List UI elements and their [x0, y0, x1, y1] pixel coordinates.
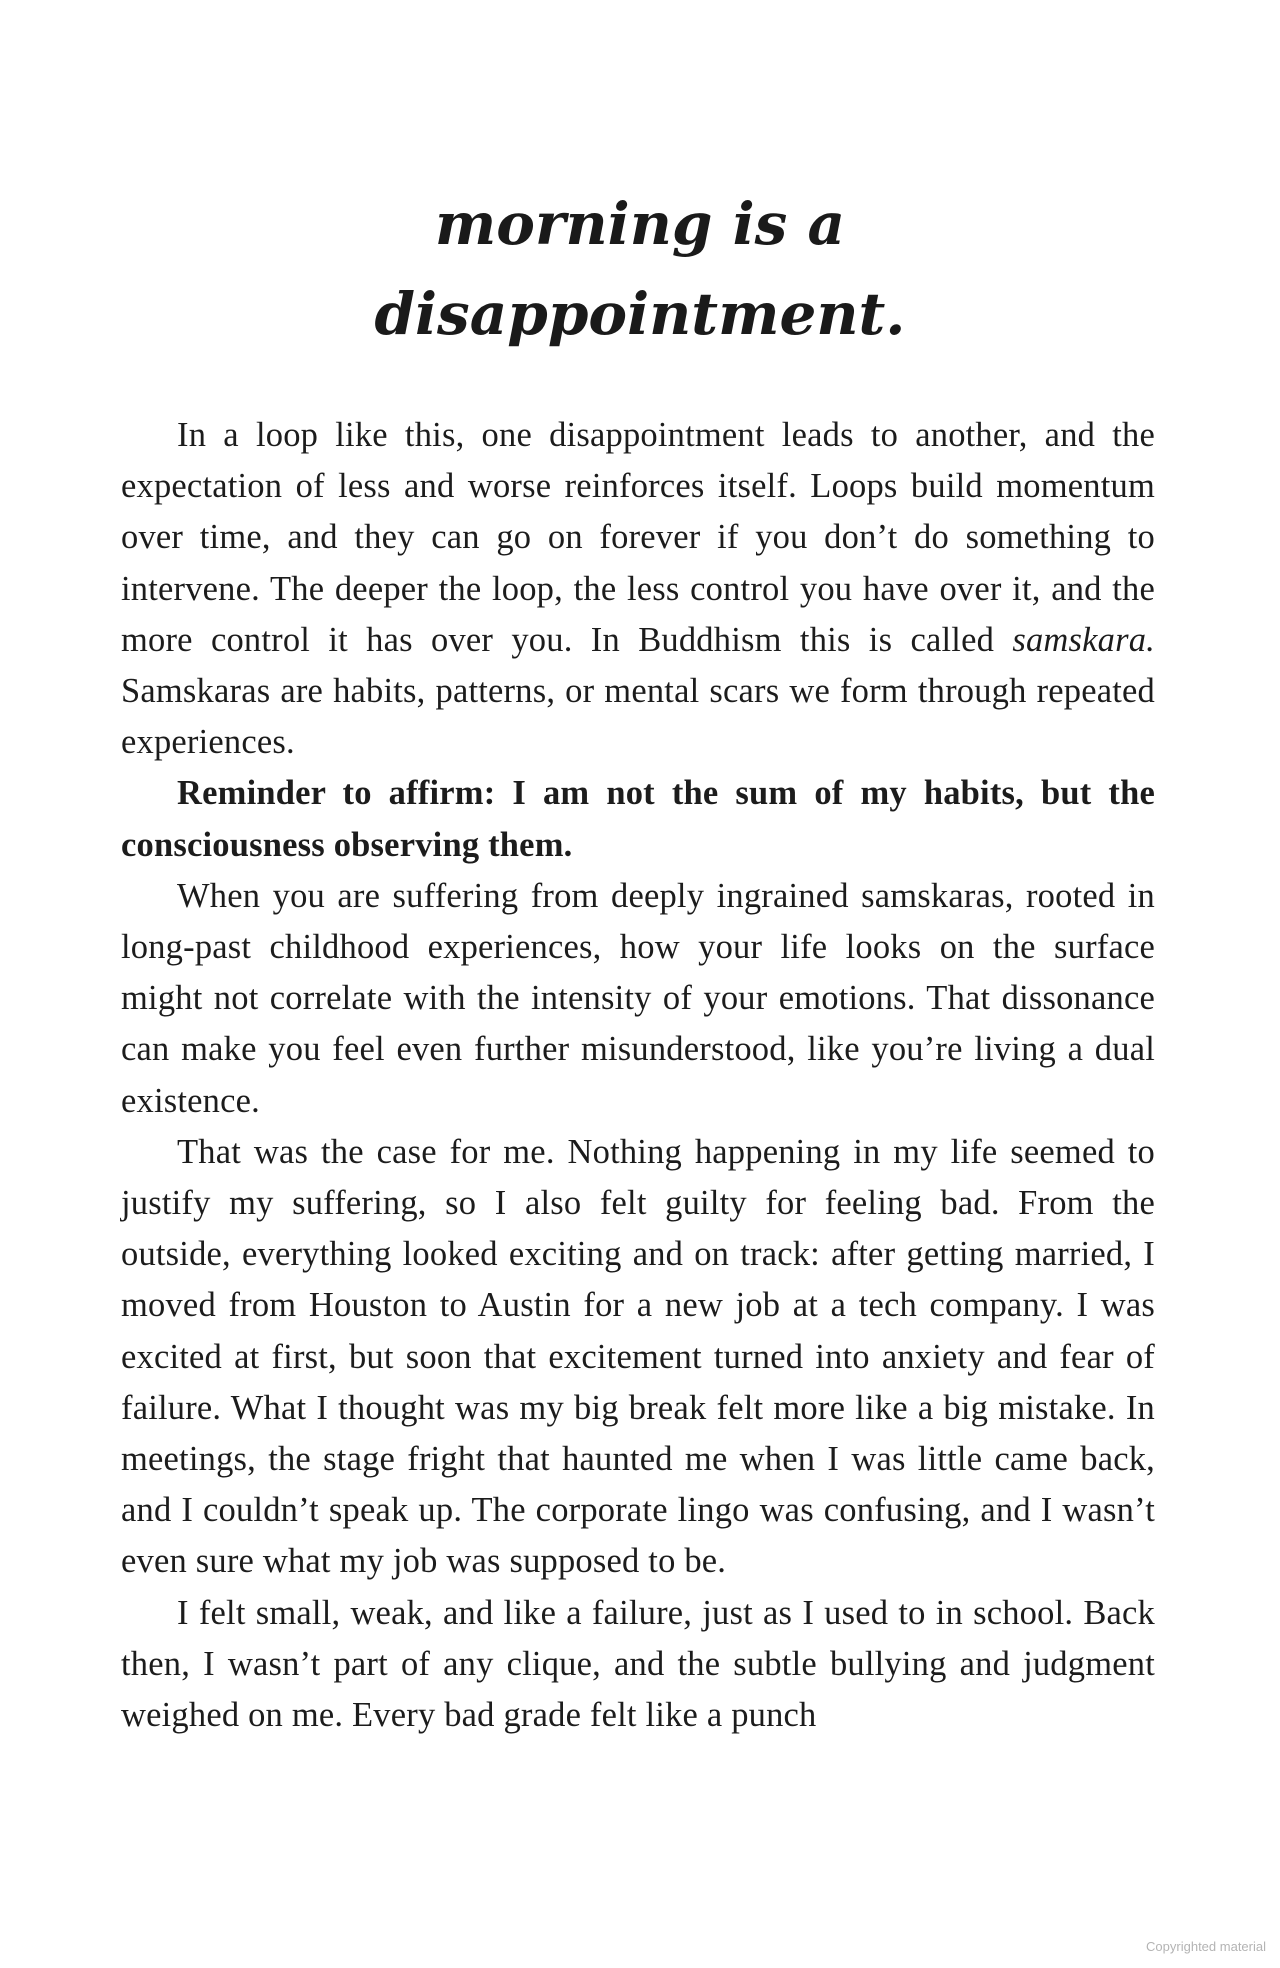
- paragraph-samskaras-suffering: When you are suffering from deeply ingrained samskaras, rooted in long-past childhood experiences, how your life looks on the surface might not correlate with the intensity of your emotions. That dissonance can make you feel even further misunderstood, like you’re living a dual existence.: [121, 876, 1155, 1120]
- body-text: [121, 410, 1155, 1741]
- affirmation-reminder: Reminder to affirm: I am not the sum of my habits, but the consciousness observing them.: [121, 774, 1155, 864]
- italic-term: samskara.: [1012, 620, 1155, 659]
- heading-line-1: morning is a: [434, 189, 846, 258]
- paragraph-school: I felt small, weak, and like a failure, just as I used to in school. Back then, I wasn’t part of any clique, and the subtle bullying and judgment weighed on me. Every bad grade felt like a punch: [121, 1593, 1155, 1735]
- paragraph-text: In a loop like this, one disappointment leads to another, and the expectation of less and worse reinforces itself. Loops build momentum over time, and they can go on forever if you don’t do something to intervene. The deeper the loop, the less control you have over it, and the more control it has over you. In Buddhism this is called: [121, 416, 1155, 659]
- paragraph-samskara: [121, 410, 1155, 768]
- copyright-watermark: Copyrighted material: [1146, 1939, 1266, 1954]
- heading-line-2: disappointment.: [374, 279, 906, 348]
- paragraph-personal-story: That was the case for me. Nothing happening in my life seemed to justify my suffering, so I also felt guilty for feeling bad. From the outside, everything looked exciting and on track: after getting married, I moved from Houston to Austin for a new job at a tech company. I was excited at first, but soon that excitement turned into anxiety and fear of failure. What I thought was my big break felt more like a big mistake. In meetings, the stage fright that haunted me when I was little came back, and I couldn’t speak up. The corporate lingo was confusing, and I wasn’t even sure what my job was supposed to be.: [121, 1132, 1155, 1581]
- paragraph-text: Samskaras are habits, patterns, or mental scars we form through repeated experiences.: [121, 672, 1155, 762]
- section-heading: [0, 179, 1280, 359]
